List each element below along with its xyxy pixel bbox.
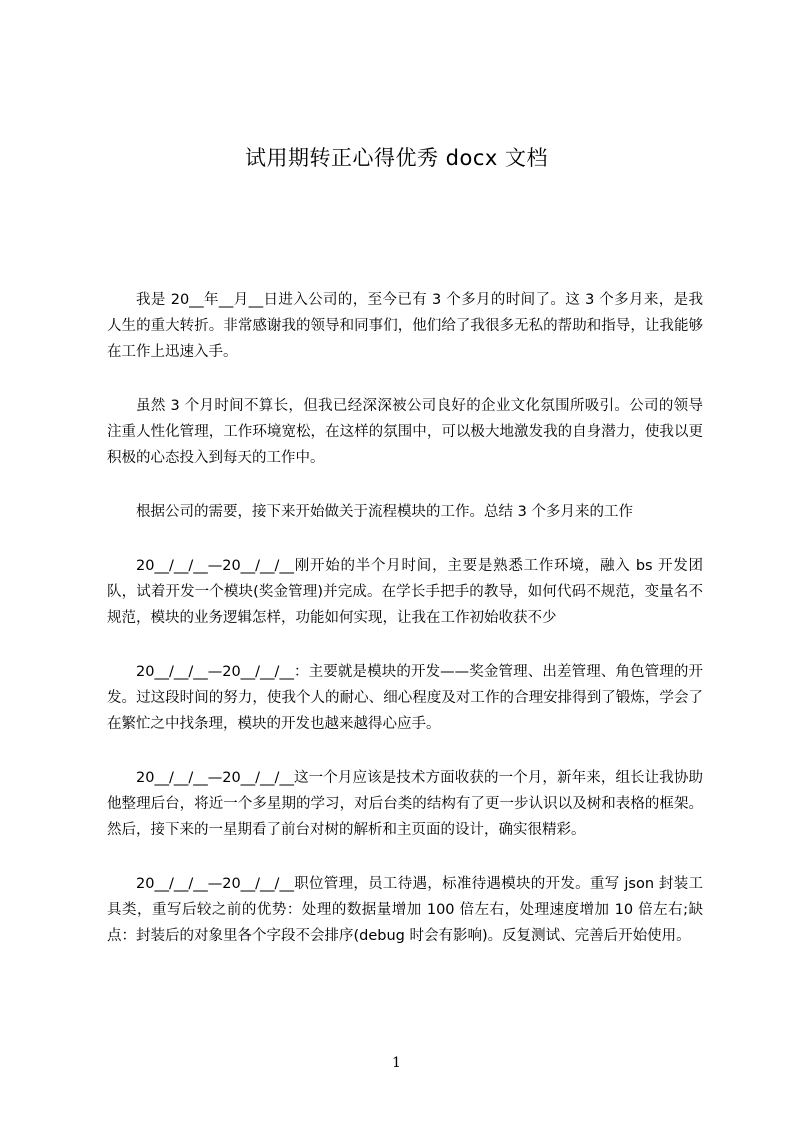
paragraph-intro: 我是 20__年__月__日进入公司的，至今已有 3 个多月的时间了。这 3 个多月来，是我人生的重大转折。非常感谢我的领导和同事们，他们给了我很多无私的帮助和指导，让我能够在工作上迅速入手。 <box>107 292 703 360</box>
document-body <box>107 287 703 977</box>
paragraph-period-3: 20__/__/__—20__/__/__这一个月应该是技术方面收获的一个月，新年来，组长让我协助他整理后台，将近一个多星期的学习，对后台类的结构有了更一步认识以及树和表格的框架。然后，接下来的一星期看了前台对树的解析和主页面的设计，确实很精彩。 <box>107 770 703 838</box>
paragraph-period-1: 20__/__/__—20__/__/__刚开始的半个月时间，主要是熟悉工作环境，融入 bs 开发团队，试着开发一个模块(奖金管理)并完成。在学长手把手的教导，如何代码不规范，变量名不规范，模块的业务逻辑怎样，功能如何实现，让我在工作初始收获不少 <box>107 558 703 626</box>
page-number: 1 <box>392 1055 401 1071</box>
paragraph-period-2: 20__/__/__—20__/__/__：主要就是模块的开发——奖金管理、出差管理、角色管理的开发。过这段时间的努力，使我个人的耐心、细心程度及对工作的合理安排得到了锻炼，学会了在繁忙之中找条理，模块的开发也越来越得心应手。 <box>107 664 703 732</box>
paragraph-summary-lead: 根据公司的需要，接下来开始做关于流程模块的工作。总结 3 个多月来的工作 <box>136 504 633 520</box>
paragraph-period-4: 20__/__/__—20__/__/__职位管理，员工待遇，标准待遇模块的开发。重写 json 封装工具类，重写后较之前的优势：处理的数据量增加 100 倍左右，处理速度增加 10 倍左右;缺点：封装后的对象里各个字段不会排序(debug 时会有影响)。反复测试、完善后开始使用。 <box>107 876 703 944</box>
paragraph-culture: 虽然 3 个月时间不算长，但我已经深深被公司良好的企业文化氛围所吸引。公司的领导注重人性化管理，工作环境宽松，在这样的氛围中，可以极大地激发我的自身潜力，使我以更积极的心态投入到每天的工作中。 <box>107 398 703 466</box>
document-title: 试用期转正心得优秀 docx 文档 <box>244 146 548 170</box>
